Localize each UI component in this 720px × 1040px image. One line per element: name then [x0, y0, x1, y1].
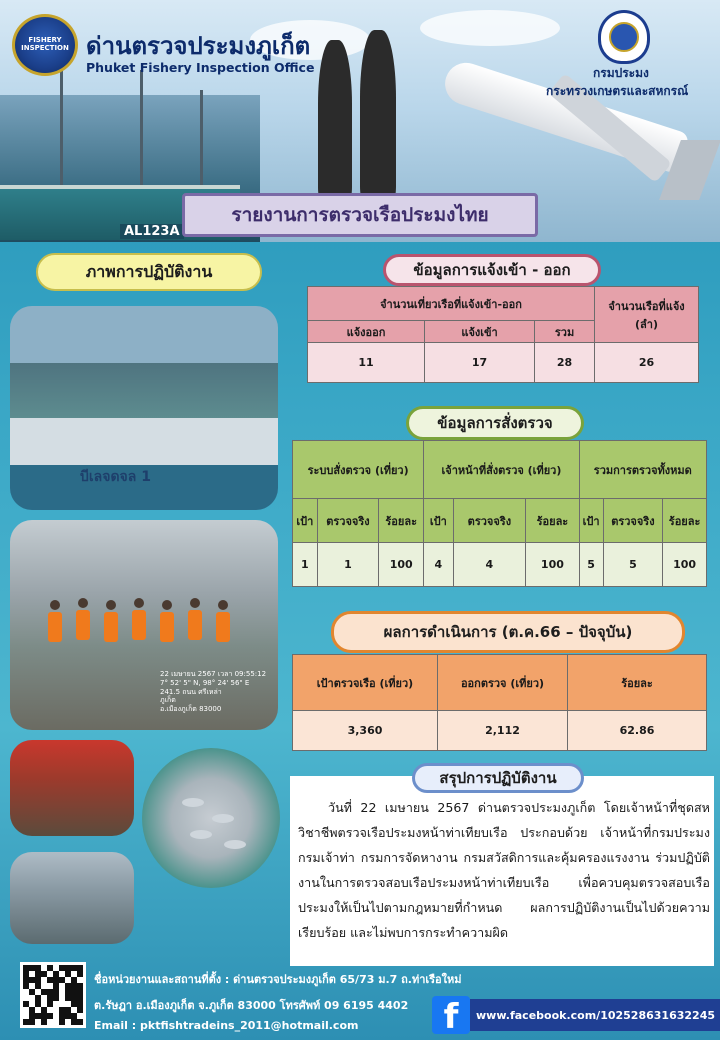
notify-in-value: 17: [425, 343, 535, 383]
footer-email[interactable]: Email : pktfishtradeins_2011@hotmail.com: [94, 1019, 359, 1032]
result-table: [292, 654, 707, 751]
result-target-value: 3,360: [293, 711, 438, 751]
summary-text: วันที่ 22 เมษายน 2567 ด่านตรวจประมงภูเก็ต โดยเจ้าหน้าที่ชุดสหวิชาชีพตรวจเรือประมงหน้าท่าเทียบเรือ ประกอบด้วย เจ้าหน้าที่กรมประมง กรมเจ้าท่า กรมการจัดหางาน กรมสวัสดิการและคุ้มครองแรงงาน ร่วมปฏิบัติงานในการตรวจสอบเรือประมงหน้าท่าเทียบเรือ เพื่อควบคุมตรวจสอบเรือประมงให้เป็นไปตามกฎหมายที่กำหนด ผลการปฏิบัติงานเป็นไปด้วยความเรียบร้อย และไม่พบการกระทำความผิด: [298, 800, 710, 940]
cloud: [420, 10, 560, 46]
notify-table: [307, 286, 699, 383]
notify-col-out: แจ้งออก: [308, 321, 425, 343]
team-photo: [10, 520, 278, 730]
facebook-icon[interactable]: f: [432, 996, 470, 1034]
boat-inspection-photo: [10, 306, 278, 510]
pier-photo: [10, 852, 134, 944]
result-done-value: 2,112: [438, 711, 568, 751]
boat-mast: [140, 70, 143, 200]
result-col-percent: ร้อยละ: [568, 655, 707, 711]
boat-mast: [200, 90, 203, 200]
order-system-target: 1: [293, 543, 318, 587]
order-col-target: เป้า: [293, 499, 318, 543]
order-total-actual: 5: [603, 543, 663, 587]
notify-boats-value: 26: [595, 343, 699, 383]
order-col-target: เป้า: [579, 499, 603, 543]
order-section-title: ข้อมูลการสั่งตรวจ: [406, 406, 584, 440]
order-officer-actual: 4: [453, 543, 526, 587]
notify-out-value: 11: [308, 343, 425, 383]
notify-group-header: จำนวนเที่ยวเรือที่แจ้งเข้า-ออก: [308, 287, 595, 321]
order-total-percent: 100: [663, 543, 707, 587]
boat-name-label: บีเลจดจล 1: [80, 469, 151, 485]
facebook-link[interactable]: www.facebook.com/102528631632245: [470, 999, 720, 1031]
header-banner: [0, 0, 720, 242]
fish-catch-photo: [142, 748, 280, 888]
notify-col-total: รวม: [535, 321, 595, 343]
report-title: รายงานการตรวจเรือประมงไทย: [182, 193, 538, 237]
order-system-actual: 1: [317, 543, 378, 587]
order-system-percent: 100: [379, 543, 424, 587]
office-name-thai: ด่านตรวจประมงภูเก็ต: [86, 32, 311, 60]
order-col-percent: ร้อยละ: [526, 499, 579, 543]
heroines-statue: [318, 40, 352, 200]
order-col-percent: ร้อยละ: [663, 499, 707, 543]
summary-section-title: สรุปการปฏิบัติงาน: [412, 763, 584, 793]
order-group-system: ระบบสั่งตรวจ (เที่ยว): [293, 441, 424, 499]
notify-boats-header: จำนวนเรือที่แจ้ง (ลำ): [595, 287, 699, 343]
department-name: กรมประมง: [593, 66, 649, 80]
order-col-target: เป้า: [424, 499, 453, 543]
order-group-total: รวมการตรวจทั้งหมด: [579, 441, 706, 499]
order-table: [292, 440, 707, 587]
boat-mast: [60, 60, 63, 200]
order-col-actual: ตรวจจริง: [317, 499, 378, 543]
order-group-officer: เจ้าหน้าที่สั่งตรวจ (เที่ยว): [424, 441, 579, 499]
footer-address-line1: ชื่อหน่วยงานและสถานที่ตั้ง : ด่านตรวจประมงภูเก็ต 65/73 ม.7 ถ.ท่าเรือใหม่: [94, 973, 462, 986]
result-percent-value: 62.86: [568, 711, 707, 751]
fishery-logo-icon: [12, 14, 78, 76]
order-total-target: 5: [579, 543, 603, 587]
order-officer-target: 4: [424, 543, 453, 587]
footer-address-line2: ต.รัษฎา อ.เมืองภูเก็ต จ.ภูเก็ต 83000 โทรศัพท์ 09 6195 4402: [94, 999, 409, 1012]
photo-timestamp: 22 เมษายน 2567 เวลา 09:55:12 7° 52' 5" N, 98° 24' 56" E 241.5 ถนน ศรีเหล่า ภูเก็ต อ.เมืองภูเก็ต 83000: [160, 670, 267, 713]
notify-total-value: 28: [535, 343, 595, 383]
heroines-statue: [360, 30, 396, 200]
photos-section-title: ภาพการปฏิบัติงาน: [36, 253, 262, 291]
qr-code-icon[interactable]: [20, 962, 86, 1028]
logo-text: FISHERY INSPECTION: [21, 36, 69, 52]
department-seal-icon: [598, 10, 650, 64]
result-col-target: เป้าตรวจเรือ (เที่ยว): [293, 655, 438, 711]
boat-deck-photo: [10, 740, 134, 836]
ministry-name: กระทรวงเกษตรและสหกรณ์: [546, 84, 689, 98]
notify-section-title: ข้อมูลการแจ้งเข้า - ออก: [383, 254, 601, 286]
order-col-percent: ร้อยละ: [379, 499, 424, 543]
order-col-actual: ตรวจจริง: [603, 499, 663, 543]
boat-registration: AL123A: [120, 224, 184, 239]
result-col-done: ออกตรวจ (เที่ยว): [438, 655, 568, 711]
order-officer-percent: 100: [526, 543, 579, 587]
office-name-english: Phuket Fishery Inspection Office: [86, 60, 315, 75]
result-section-title: ผลการดำเนินการ (ต.ค.66 – ปัจจุบัน): [331, 611, 685, 653]
notify-col-in: แจ้งเข้า: [425, 321, 535, 343]
order-col-actual: ตรวจจริง: [453, 499, 526, 543]
